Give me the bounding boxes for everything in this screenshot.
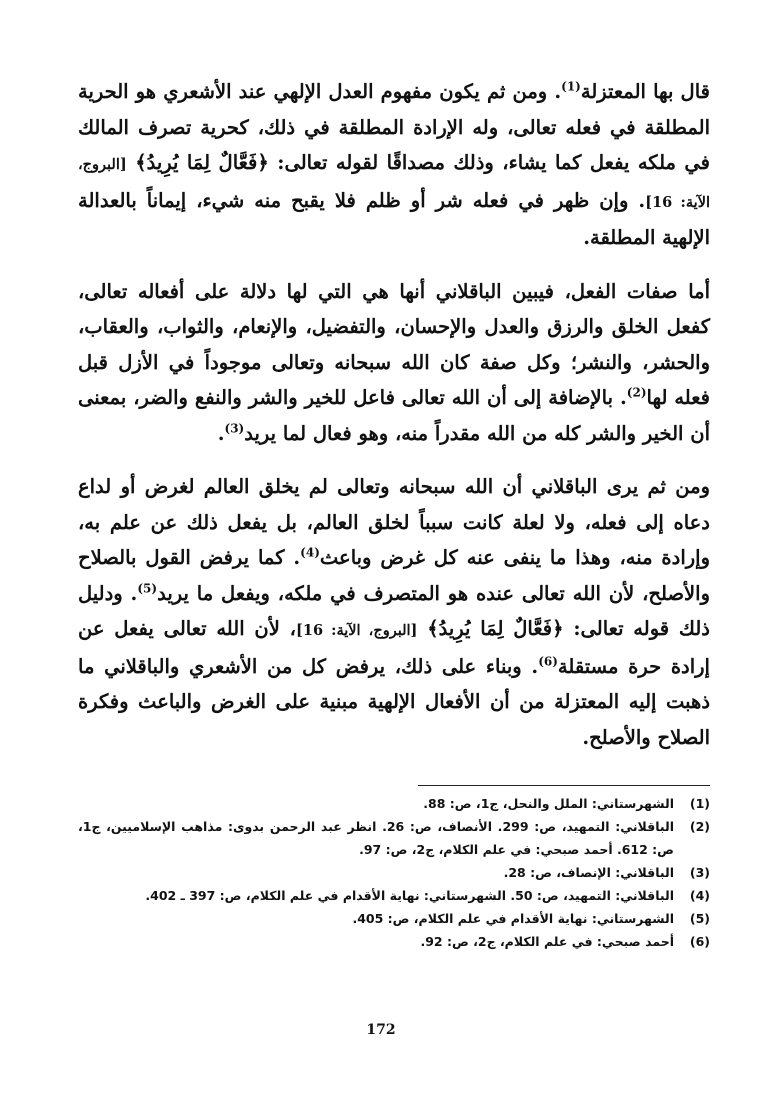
footnote-marker: (6)	[538, 654, 558, 668]
paragraph-3	[78, 469, 710, 755]
main-text	[78, 74, 710, 755]
footnote-marker: (3)	[224, 421, 245, 435]
paragraph-text: . كما يرفض القول بالصلاح والأصلح، لأن الله تعالى عنده هو المتصرف في ملكه، ويفعل ما يريد	[78, 546, 710, 605]
footnote	[78, 861, 710, 884]
footnote-marker: (2)	[626, 385, 647, 400]
paragraph-2	[78, 274, 710, 452]
footnote-text: الباقلاني: التمهيد، ص: 50. الشهرستاني: نهاية الأقدام في علم الكلام، ص: 397 ـ 402.	[145, 888, 674, 903]
paragraph-text: . ودليل ذلك قوله تعالى:	[78, 581, 710, 640]
paragraph-1	[78, 74, 710, 256]
footnote-marker: (4)	[300, 545, 320, 560]
quran-verse: ﴿فَعَّالٌ لِمَا يُرِيدُ﴾	[427, 617, 564, 640]
footnote	[78, 907, 710, 930]
footnote-separator	[418, 785, 710, 786]
paragraph-text: .	[217, 421, 225, 445]
footnote-marker: (5)	[137, 581, 158, 595]
footnote	[78, 884, 710, 907]
footnote-marker: (1)	[561, 79, 581, 94]
footnote	[78, 815, 710, 861]
paragraph-text: ، لأن الله تعالى يفعل عن إرادة حرة مستقلة	[78, 617, 710, 678]
page-number: 172	[366, 1022, 396, 1038]
footnote-number: (3)	[689, 865, 710, 880]
paragraph-text: قال بها المعتزلة	[580, 80, 710, 103]
verse-reference: [البروج، الآية: 16]	[295, 622, 418, 639]
footnote-text: أحمد صبحي: في علم الكلام، ج2، ص: 92.	[420, 934, 674, 949]
footnote-text: الباقلاني: الإنصاف، ص: 28.	[503, 865, 674, 880]
footnote-text: الشهرستاني: نهاية الأقدام في علم الكلام، ص: 405.	[352, 911, 674, 926]
footnote-number: (4)	[689, 888, 710, 903]
paragraph-text: . بالإضافة إلى أن الله تعالى فاعل للخير والشر والنفع والضر، بمعنى أن الخير والشر كله من الله مقدراً منه، وهو فعال لما يريد	[78, 386, 710, 445]
footnotes	[78, 792, 710, 953]
footnote	[78, 930, 710, 953]
footnote-number: (6)	[689, 934, 710, 949]
paragraph-text	[127, 151, 135, 174]
paragraph-text: . وبناء على ذلك، يرفض كل من الأشعري والباقلاني ما ذهبت إليه المعتزلة من أن الأفعال الإلهية مبنية على الغرض والباعث وفكرة الصلاح والأصلح.	[78, 654, 710, 749]
footnote-text: الشهرستاني: الملل والنحل، ج1، ص: 88.	[423, 796, 674, 811]
footnote-text: الباقلاني: التمهيد، ص: 299. الأنصاف، ص: 26. انظر عبد الرحمن بدوى: مذاهب الإسلاميين، ج1، ص: 612. أحمد صبحي: في علم الكلام، ج2، ص: 97.	[78, 819, 674, 857]
quran-verse: ﴿فَعَّالٌ لِمَا يُرِيدُ﴾	[135, 151, 269, 174]
footnote-number: (2)	[689, 819, 710, 834]
verse-reference: [البروج، الآية: 16]	[78, 156, 710, 211]
paragraph-text: . وإن ظهر في فعله شر أو ظلم فلا يقبح منه شيء، إيماناً بالعدالة الإلهية المطلقة.	[78, 188, 710, 249]
paragraph-text: أما صفات الفعل، فيبين الباقلاني أنها هي التي لها دلالة على أفعاله تعالى، كفعل الخلق والرزق والعدل والإحسان، والتفضيل، والإنعام، والثواب، والعقاب، والحشر، والنشر؛ وكل صفة كان الله سبحانه وتعالى موجوداً في الأزل قبل فعله لها	[78, 279, 710, 409]
footnote-number: (1)	[689, 796, 710, 811]
paragraph-text: ومن ثم يرى الباقلاني أن الله سبحانه وتعالى لم يخلق العالم لغرض أو لداع دعاه إلى فعله، ولا لعلة كانت سبباً لخلق العالم، بل يفعل ذلك عن علم به، وإرادة منه، وهذا ما ينفى عنه كل غرض وباعث	[78, 475, 710, 569]
footnote	[78, 792, 710, 815]
paragraph-text	[417, 617, 427, 640]
footnote-number: (5)	[689, 911, 710, 926]
paragraph-text: . ومن ثم يكون مفهوم العدل الإلهي عند الأشعري هو الحرية المطلقة في فعله تعالى، وله الإرادة المطلقة في ذلك، كحرية تصرف المالك في ملكه يفعل كما يشاء، وذلك مصداقًا لقوله تعالى:	[78, 80, 710, 174]
